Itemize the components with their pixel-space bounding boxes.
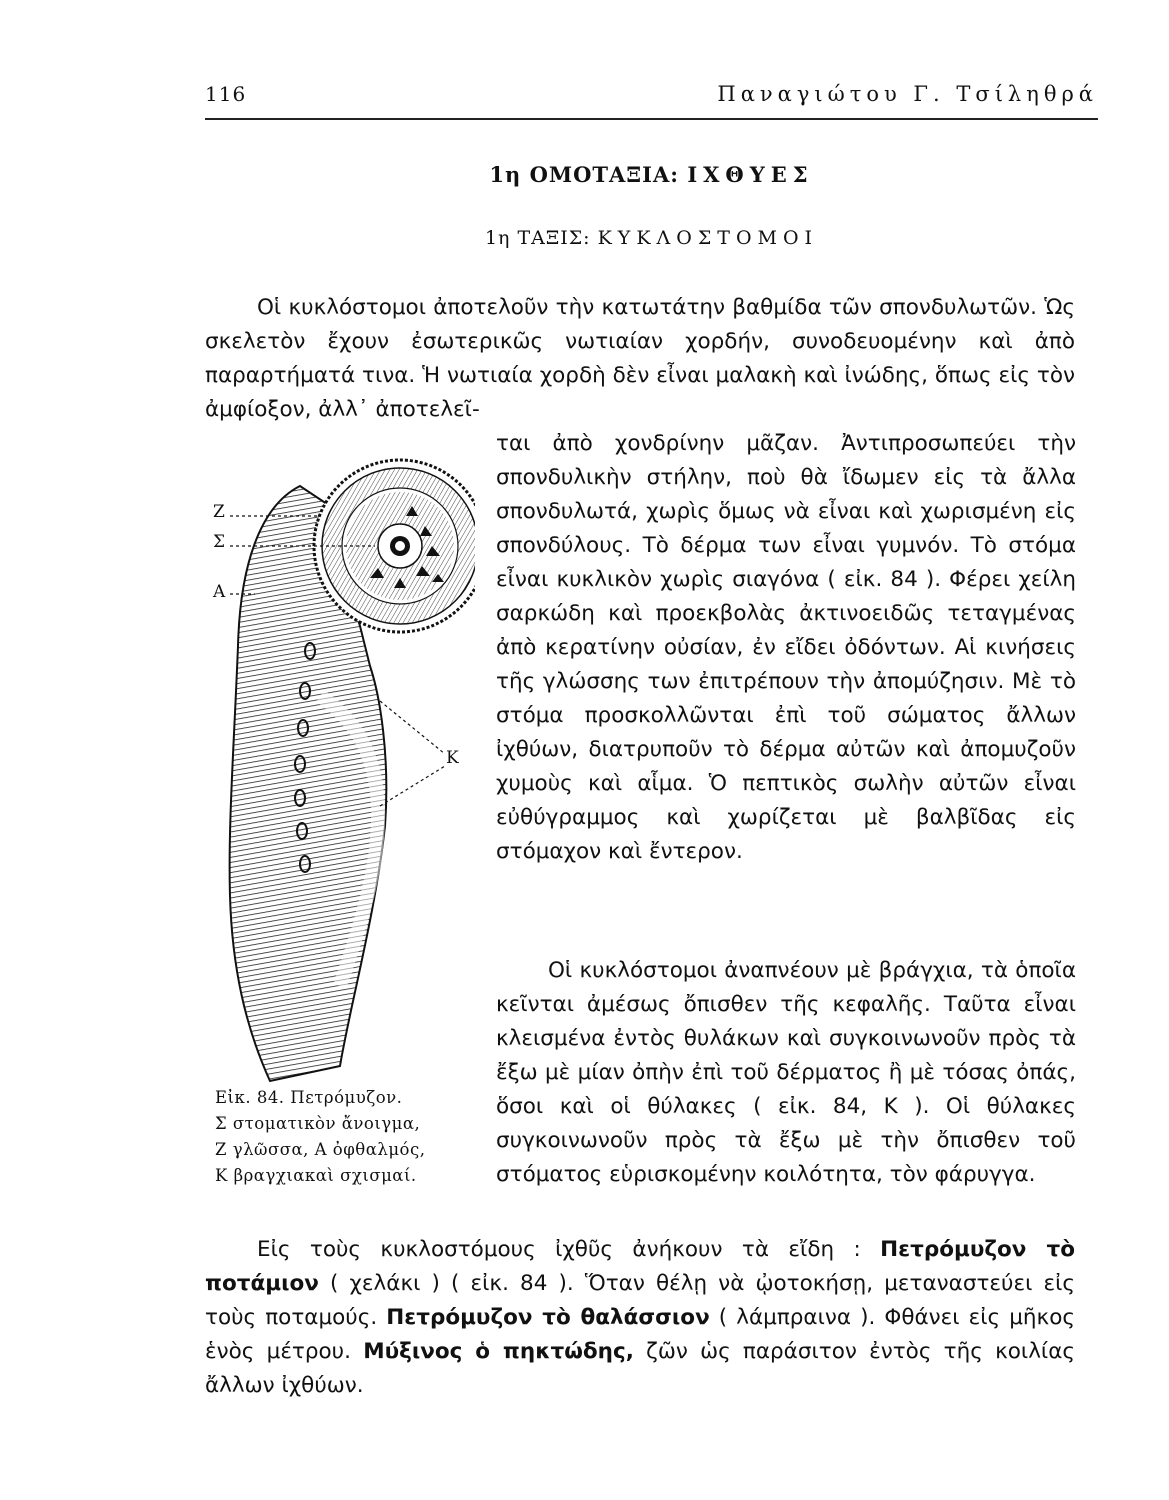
caption-line: Σ στοματικὸν ἄνοιγμα, [215,1114,421,1133]
caption-line: Εἰκ. 84. Πετρόμυζον. [215,1088,403,1107]
label-a: Α [213,582,226,602]
order-heading [205,162,1098,187]
paragraph-species [205,1233,1075,1403]
species-river-lamprey: Πετρόμυζον τὸ ποτάμιον [205,1237,1075,1296]
paragraph-intro: Οἱ κυκλόστομοι ἀποτελοῦν τὴν κατωτάτην βαθμίδα τῶν σπονδυλωτῶν. Ὡς σκελετὸν ἔχουν ἐσωτερικῶς νωτιαίαν χορδήν, συνοδευομένην καὶ ἀπὸ παραρτήματά τινα. Ἡ νωτιαία χορδὴ δὲν εἶναι μαλακὴ καὶ ἰνώδης, ὅπως εἰς τὸν ἀμφίοξον, ἀλλ᾽ ἀποτελεῖ- [205,295,1075,422]
order-heading-name: ΙΧΘΥΕΣ [687,162,814,187]
species-intro: Εἰς τοὺς κυκλοστόμους ἰχθῦς ἀνήκουν τὰ εἴδη : [257,1237,861,1262]
species-sea-lamprey: Πετρόμυζον τὸ θαλάσσιον [386,1305,710,1330]
species-hagfish: Μύξινος ὁ πηκτώδης, [363,1339,634,1364]
running-head: Παναγιώτου Γ. Τσίληθρά [717,82,1098,106]
lamprey-illustration [200,446,475,1086]
caption-line: Ζ γλῶσσα, Α ὀφθαλμός, [215,1140,426,1159]
species-sea-lamprey-desc: ( λάμπραινα ). Φθάνει εἰς μῆκος ἑνὸς μέτρου. [205,1305,1075,1364]
page-number: 116 [205,82,247,106]
page-header [205,82,1098,114]
paragraph-respiration: Οἱ κυκλόστομοι ἀναπνέουν μὲ βράγχια, τὰ ὁποῖα κεῖνται ἀμέσως ὄπισθεν τῆς κεφαλῆς. Ταῦτα εἶναι κλεισμένα ἐντὸς θυλάκων καὶ συγκοινωνοῦν πρὸς τὰ ἔξω μὲ μίαν ὀπὴν ἐπὶ τοῦ δέρματος ἢ μὲ τόσας ὀπάς, ὅσοι καὶ οἱ θύλακες ( εἰκ. 84, Κ ). Οἱ θύλακες συγκοινωνοῦν πρὸς τὰ ἔξω μὲ τὴν ὄπισθεν τοῦ στόματος εὑρισκομένην κοιλότητα, τὸν φάρυγγα. [496,958,1076,1187]
species-river-lamprey-desc: ( χελάκι ) ( εἰκ. 84 ). Ὅταν θέλῃ νὰ ᾠοτοκήσῃ, μεταναστεύει εἰς τοὺς ποταμούς. [205,1271,1075,1330]
order-heading-prefix: 1η ΟΜΟΤΑΞΙΑ: [489,162,679,187]
label-z: Ζ [213,502,225,522]
header-rule [205,118,1098,120]
label-s: Σ [213,532,226,552]
paragraph-intro-continued: ται ἀπὸ χονδρίνην μᾶζαν. Ἀντιπροσωπεύει τὴν σπονδυλικὴν στήλην, ποὺ θὰ ἴδωμεν εἰς τὰ ἄλλα σπονδυλωτά, χωρὶς ὅμως νὰ εἶναι καὶ χωρισμένη εἰς σπονδύλους. Τὸ δέρμα των εἶναι γυμνόν. Τὸ στόμα εἶναι κυκλικὸν χωρὶς σιαγόνα ( εἰκ. 84 ). Φέρει χείλη σαρκώδη καὶ προεκβολὰς ἀκτινοειδῶς τεταγμένας ἀπὸ κερατίνην οὐσίαν, ἐν εἴδει ὀδόντων. Αἱ κινήσεις τῆς γλώσσης των ἐπιτρέπουν τὴν ἀπομύζησιν. Μὲ τὸ στόμα προσκολλῶνται ἐπὶ τοῦ σώματος ἄλλων ἰχθύων, διατρυποῦν τὸ δέρμα αὐτῶν καὶ ἀπομυζοῦν χυμοὺς καὶ αἷμα. Ὁ πεπτικὸς σωλὴν αὐτῶν εἶναι εὐθύγραμμος καὶ χωρίζεται μὲ βαλβῖδας εἰς στόμαχον καὶ ἔντερον. [496,431,1076,864]
class-heading-prefix: 1η ΤΑΞΙΣ: [484,227,591,249]
class-heading-name: ΚΥΚΛΟΣΤΟΜΟΙ [597,227,819,249]
species-hagfish-desc: ζῶν ὡς παράσιτον ἐντὸς τῆς κοιλίας ἄλλων ἰχθύων. [205,1339,1075,1398]
class-heading [205,227,1098,249]
caption-line: Κ βραγχιακαὶ σχισμαί. [215,1166,417,1185]
figure-caption [215,1085,485,1189]
label-k: Κ [446,748,459,768]
